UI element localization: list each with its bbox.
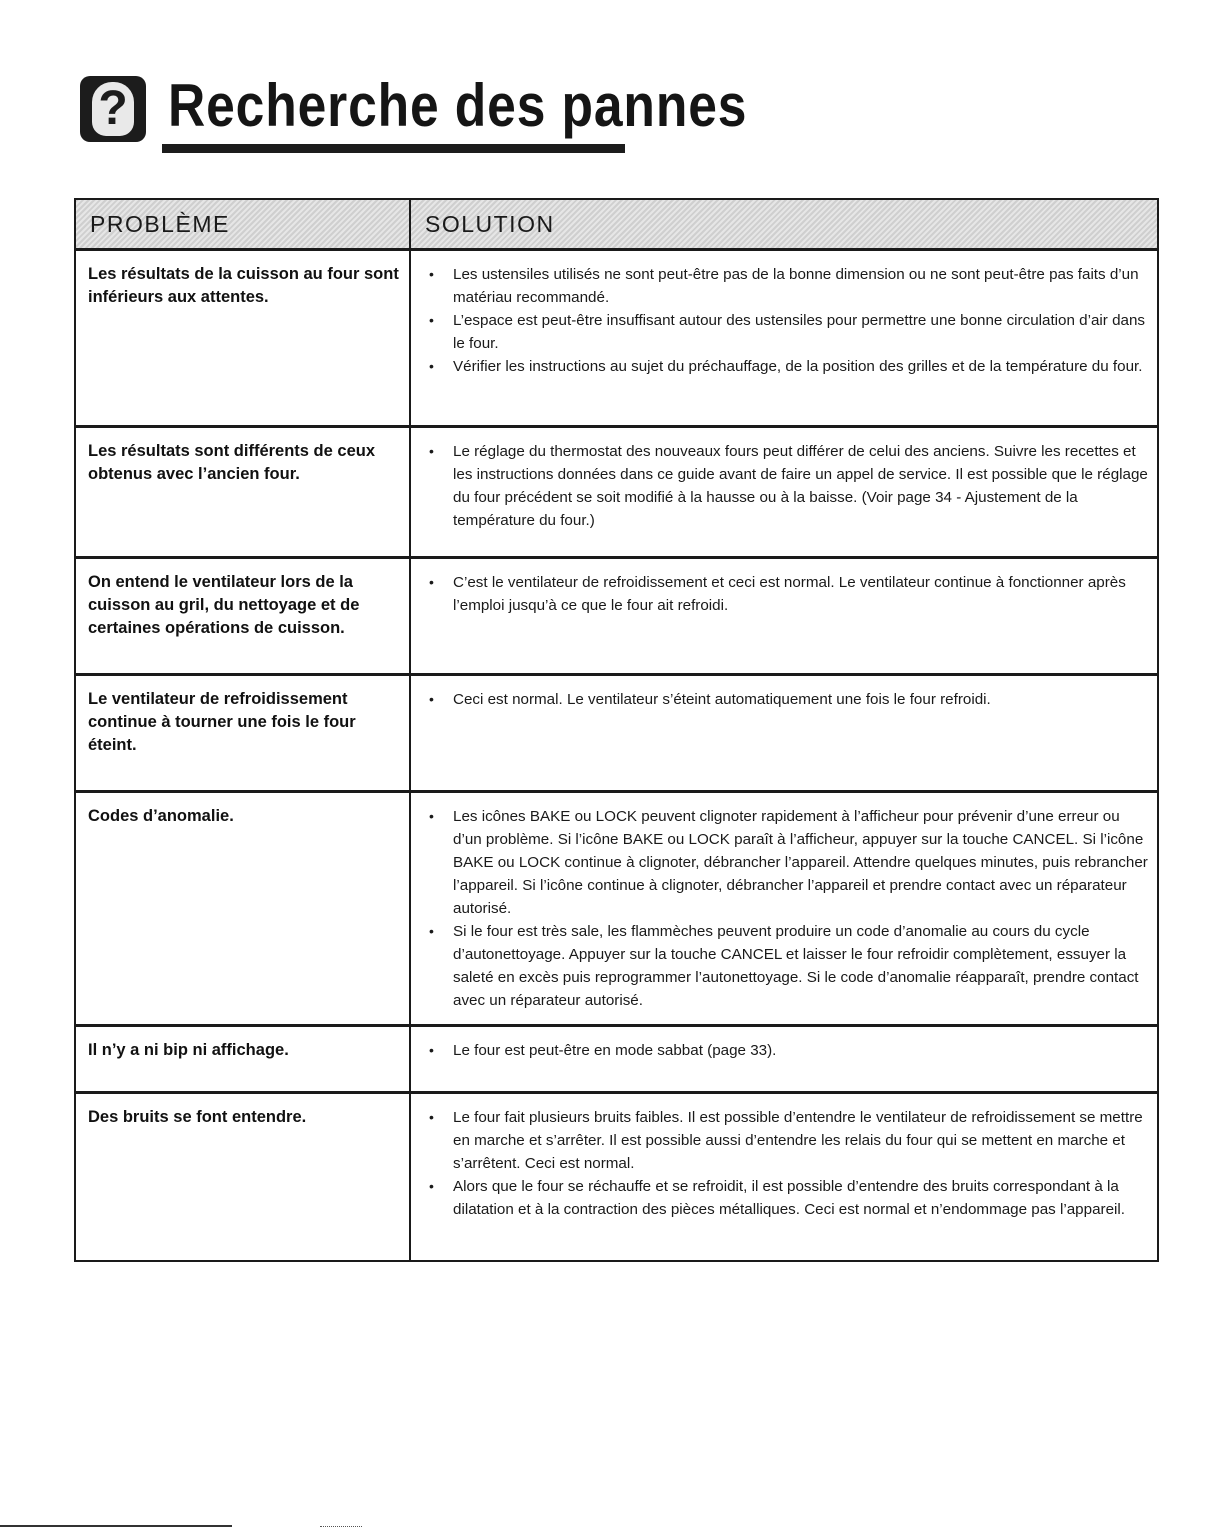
solution-item bbox=[423, 920, 1149, 1012]
solution-text: Les ustensiles utilisés ne sont peut-être pas de la bonne dimension ou ne sont peut-être pas faits d’un matériau recommandé. bbox=[453, 266, 1139, 306]
problem-text: On entend le ventilateur lors de la cuisson au gril, du nettoyage et de certaines opérations de cuisson. bbox=[88, 573, 360, 637]
solution-text: Vérifier les instructions au sujet du préchauffage, de la position des grilles et de la température du four. bbox=[453, 358, 1143, 375]
problem-cell bbox=[75, 558, 410, 675]
bullet-icon: • bbox=[429, 1042, 434, 1058]
solution-item bbox=[423, 1175, 1149, 1221]
problem-text: Codes d’anomalie. bbox=[88, 807, 234, 825]
solution-text: Le four fait plusieurs bruits faibles. Il est possible d’entendre le ventilateur de refroidissement se mettre en marche et s’arrêter. Il est possible aussi d’entendre les relais du four qui se mettent en marche et s’arrêtent. Ceci est normal. bbox=[453, 1109, 1143, 1172]
table-row bbox=[75, 792, 1158, 1026]
bullet-icon: • bbox=[429, 266, 434, 282]
solution-list bbox=[423, 688, 1149, 711]
solution-text: Ceci est normal. Le ventilateur s’éteint automatiquement une fois le four refroidi. bbox=[453, 691, 991, 708]
page-title: Recherche des pannes bbox=[168, 72, 748, 139]
bullet-icon: • bbox=[429, 574, 434, 590]
table-row bbox=[75, 558, 1158, 675]
problem-cell bbox=[75, 792, 410, 1026]
table-row bbox=[75, 250, 1158, 427]
solution-list bbox=[423, 440, 1149, 532]
solution-item bbox=[423, 805, 1149, 920]
solution-item bbox=[423, 355, 1149, 378]
table-row bbox=[75, 1026, 1158, 1093]
solution-text: Alors que le four se réchauffe et se refroidit, il est possible d’entendre des bruits correspondant à la dilatation et à la contraction des pièces métalliques. Ceci est normal et n’endommage pas l’appareil. bbox=[453, 1178, 1125, 1218]
table-row bbox=[75, 675, 1158, 792]
solution-list bbox=[423, 805, 1149, 1012]
bullet-icon: • bbox=[429, 691, 434, 707]
solution-item bbox=[423, 571, 1149, 617]
bullet-icon: • bbox=[429, 1178, 434, 1194]
solution-column-header: SOLUTION bbox=[410, 199, 1158, 250]
bullet-icon: • bbox=[429, 312, 434, 328]
solution-cell bbox=[410, 250, 1158, 427]
table-row bbox=[75, 1093, 1158, 1262]
solution-item bbox=[423, 1039, 1149, 1062]
footer-dots bbox=[320, 1526, 362, 1528]
table-header-row bbox=[75, 199, 1158, 250]
solution-text: C’est le ventilateur de refroidissement et ceci est normal. Le ventilateur continue à fonctionner après l’emploi jusqu’à ce que le four ait refroidi. bbox=[453, 574, 1126, 614]
problem-text: Les résultats de la cuisson au four sont inférieurs aux attentes. bbox=[88, 265, 399, 306]
footer-rule bbox=[0, 1525, 232, 1527]
problem-text: Des bruits se font entendre. bbox=[88, 1108, 307, 1126]
problem-cell bbox=[75, 427, 410, 558]
solution-item bbox=[423, 688, 1149, 711]
solution-item bbox=[423, 263, 1149, 309]
solution-text: Les icônes BAKE ou LOCK peuvent clignoter rapidement à l’afficheur pour prévenir d’une erreur ou d’un problème. Si l’icône BAKE ou LOCK paraît à l’afficheur, appuyer sur la touche CANCEL. Si l’icône BAKE ou LOCK continue à clignoter, débrancher l’appareil. Attendre quelques minutes, puis rebrancher l’appareil. Si l’icône continue à clignoter, débrancher l’appareil et prendre contact avec un réparateur autorisé. bbox=[453, 808, 1148, 917]
solution-cell bbox=[410, 1026, 1158, 1093]
solution-cell bbox=[410, 675, 1158, 792]
solution-cell bbox=[410, 1093, 1158, 1262]
bullet-icon: • bbox=[429, 1109, 434, 1125]
solution-list bbox=[423, 263, 1149, 378]
question-mark-glyph: ? bbox=[92, 82, 134, 136]
bullet-icon: • bbox=[429, 443, 434, 459]
problem-text: Le ventilateur de refroidissement continue à tourner une fois le four éteint. bbox=[88, 690, 356, 754]
solution-item bbox=[423, 440, 1149, 532]
solution-item bbox=[423, 1106, 1149, 1175]
page-header bbox=[80, 64, 748, 156]
bullet-icon: • bbox=[429, 923, 434, 939]
solution-text: L’espace est peut-être insuffisant autour des ustensiles pour permettre une bonne circulation d’air dans le four. bbox=[453, 312, 1146, 352]
problem-cell bbox=[75, 675, 410, 792]
table-row bbox=[75, 427, 1158, 558]
solution-cell bbox=[410, 427, 1158, 558]
problem-column-header: PROBLÈME bbox=[75, 199, 410, 250]
solution-item bbox=[423, 309, 1149, 355]
problem-text: Il n’y a ni bip ni affichage. bbox=[88, 1041, 289, 1059]
solution-cell bbox=[410, 558, 1158, 675]
solution-list bbox=[423, 1039, 1149, 1062]
question-mark-icon bbox=[80, 76, 146, 142]
troubleshooting-table bbox=[74, 198, 1159, 1262]
bullet-icon: • bbox=[429, 808, 434, 824]
title-underline bbox=[162, 144, 625, 153]
problem-cell bbox=[75, 250, 410, 427]
solution-text: Le réglage du thermostat des nouveaux fours peut différer de celui des anciens. Suivre les recettes et les instructions données dans ce guide avant de faire un appel de service. Il est possible que le réglage du four précédent se soit modifié à la hausse ou à la baisse. (Voir page 34 - Ajustement de la température du four.) bbox=[453, 443, 1148, 529]
solution-text: Si le four est très sale, les flammèches peuvent produire un code d’anomalie au cours du cycle d’autonettoyage. Appuyer sur la touche CANCEL et laisser le four refroidir complètement, essuyer la saleté en excès puis reprogrammer l’autonettoyage. Si le code d’anomalie réapparaît, prendre contact avec un réparateur autorisé. bbox=[453, 923, 1139, 1009]
solution-list bbox=[423, 1106, 1149, 1221]
solution-text: Le four est peut-être en mode sabbat (page 33). bbox=[453, 1042, 777, 1059]
solution-cell bbox=[410, 792, 1158, 1026]
solution-list bbox=[423, 571, 1149, 617]
problem-cell bbox=[75, 1093, 410, 1262]
problem-cell bbox=[75, 1026, 410, 1093]
problem-text: Les résultats sont différents de ceux obtenus avec l’ancien four. bbox=[88, 442, 376, 483]
bullet-icon: • bbox=[429, 358, 434, 374]
